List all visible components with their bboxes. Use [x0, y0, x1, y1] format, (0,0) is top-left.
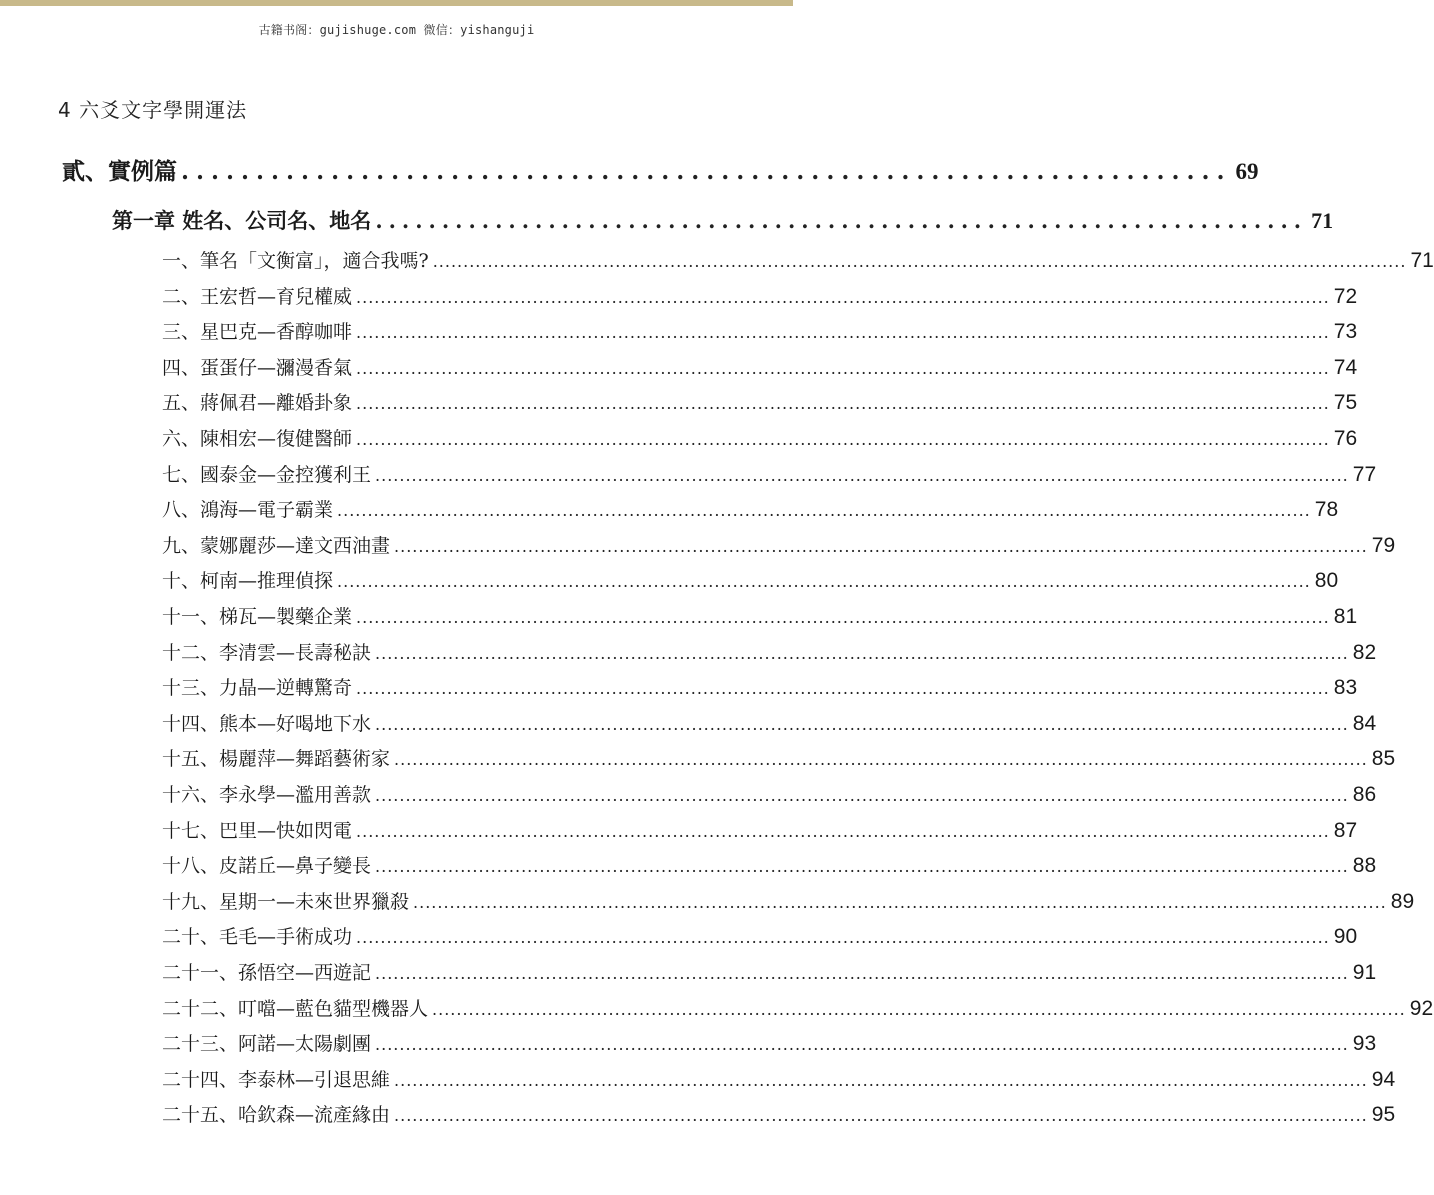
- toc-entry: [162, 246, 1434, 273]
- entry-page-number: 77: [1352, 463, 1377, 486]
- entry-title: 三、星巴克—香醇咖啡: [162, 321, 353, 343]
- entry-title: 二十一、孫悟空—西遊記: [162, 962, 372, 984]
- toc-part-row: [62, 153, 1259, 186]
- toc-entry: [162, 282, 1358, 309]
- entry-page-number: 92: [1409, 997, 1434, 1020]
- entry-title: 二十三、阿諾—太陽劇團: [162, 1033, 372, 1055]
- entry-title: 十、柯南—推理偵探: [162, 570, 334, 592]
- dot-leader: ......................................................................: [181, 158, 1232, 185]
- source-watermark: 古籍书阁：gujishuge.com 微信：yishanguji: [258, 23, 535, 37]
- entry-page-number: 83: [1333, 676, 1358, 699]
- toc-entry: [162, 994, 1434, 1021]
- toc-entry: [162, 638, 1377, 665]
- dot-leader: ................................................................................................................................................................: [394, 1106, 1368, 1125]
- entry-title: 十二、李清雲—長壽秘訣: [162, 642, 372, 664]
- entry-title: 十五、楊麗萍—舞蹈藝術家: [162, 748, 391, 770]
- dot-leader: ................................................................................................................................................................: [394, 750, 1368, 769]
- entry-page-number: 76: [1333, 427, 1358, 450]
- toc-entry: [162, 388, 1358, 415]
- entry-page-number: 71: [1410, 249, 1434, 272]
- dot-leader: ................................................................................................................................................................: [356, 288, 1330, 307]
- entry-page-number: 94: [1371, 1068, 1396, 1091]
- dot-leader: ......................................................................: [375, 208, 1308, 233]
- entry-page-number: 75: [1333, 391, 1358, 414]
- entry-page-number: 82: [1352, 641, 1377, 664]
- dot-leader: ................................................................................................................................................................: [337, 572, 1311, 591]
- toc-entry: [162, 317, 1358, 344]
- entry-page-number: 79: [1371, 534, 1396, 557]
- dot-leader: ................................................................................................................................................................: [394, 1071, 1368, 1090]
- dot-leader: ................................................................................................................................................................: [375, 857, 1349, 876]
- toc-entry: [162, 958, 1377, 985]
- entry-title: 二十、毛毛—手術成功: [162, 926, 353, 948]
- toc-entry: [162, 495, 1339, 522]
- entry-page-number: 88: [1352, 854, 1377, 877]
- toc-entry: [162, 566, 1339, 593]
- dot-leader: ................................................................................................................................................................: [356, 359, 1330, 378]
- toc-entry: [162, 602, 1358, 629]
- entry-title: 十四、熊本—好喝地下水: [162, 713, 372, 735]
- dot-leader: ................................................................................................................................................................: [356, 430, 1330, 449]
- entry-page-number: 85: [1371, 747, 1396, 770]
- entry-title: 六、陳相宏—復健醫師: [162, 428, 353, 450]
- toc-entry: [162, 1100, 1396, 1127]
- toc-entry: [162, 780, 1377, 807]
- toc-entry: [162, 531, 1396, 558]
- entry-page-number: 90: [1333, 925, 1358, 948]
- dot-leader: ................................................................................................................................................................: [356, 679, 1330, 698]
- entry-title: 十九、星期一—未來世界獵殺: [162, 891, 410, 913]
- toc-chapter-row: [112, 205, 1334, 235]
- toc-entry: [162, 424, 1358, 451]
- dot-leader: ................................................................................................................................................................: [432, 252, 1407, 271]
- entry-title: 七、國泰金—金控獲利王: [162, 464, 372, 486]
- entry-title: 二十二、叮噹—藍色貓型機器人: [162, 998, 429, 1020]
- entry-title: 十八、皮諾丘—鼻子變長: [162, 855, 372, 877]
- dot-leader: ................................................................................................................................................................: [375, 1035, 1349, 1054]
- toc-entry: [162, 1029, 1377, 1056]
- chapter-title: 第一章 姓名、公司名、地名: [112, 208, 372, 233]
- entry-page-number: 72: [1333, 285, 1358, 308]
- entry-page-number: 93: [1352, 1032, 1377, 1055]
- dot-leader: ................................................................................................................................................................: [432, 1000, 1406, 1019]
- running-head: 4 六爻文字學開運法: [58, 98, 248, 122]
- dot-leader: ................................................................................................................................................................: [356, 928, 1330, 947]
- toc-entry: [162, 709, 1377, 736]
- dot-leader: ................................................................................................................................................................: [375, 964, 1349, 983]
- entry-page-number: 84: [1352, 712, 1377, 735]
- toc-entry: [162, 744, 1396, 771]
- entry-title: 一、筆名「文衡富」，適合我嗎?: [162, 250, 429, 272]
- toc-entry: [162, 887, 1415, 914]
- dot-leader: ................................................................................................................................................................: [375, 466, 1349, 485]
- dot-leader: ................................................................................................................................................................: [337, 501, 1311, 520]
- dot-leader: ................................................................................................................................................................: [413, 893, 1387, 912]
- entry-page-number: 89: [1390, 890, 1415, 913]
- entry-title: 二、王宏哲—育兒權威: [162, 286, 353, 308]
- entry-title: 八、鴻海—電子霸業: [162, 499, 334, 521]
- toc-entry: [162, 1065, 1396, 1092]
- entry-title: 二十五、哈欽森—流產緣由: [162, 1104, 391, 1126]
- entry-page-number: 86: [1352, 783, 1377, 806]
- toc-entry: [162, 673, 1358, 700]
- entry-page-number: 73: [1333, 320, 1358, 343]
- entry-title: 九、蒙娜麗莎—達文西油畫: [162, 535, 391, 557]
- entry-title: 十一、梯瓦—製藥企業: [162, 606, 353, 628]
- dot-leader: ................................................................................................................................................................: [375, 715, 1349, 734]
- dot-leader: ................................................................................................................................................................: [394, 537, 1368, 556]
- entry-page-number: 95: [1371, 1103, 1396, 1126]
- entry-title: 十六、李永學—濫用善款: [162, 784, 372, 806]
- entry-page-number: 78: [1314, 498, 1339, 521]
- dot-leader: ................................................................................................................................................................: [356, 323, 1330, 342]
- entry-title: 四、蛋蛋仔—瀰漫香氣: [162, 357, 353, 379]
- dot-leader: ................................................................................................................................................................: [375, 644, 1349, 663]
- toc-entry: [162, 353, 1358, 380]
- toc-entry: [162, 851, 1377, 878]
- top-border: [0, 0, 793, 6]
- part-page-number: 69: [1235, 159, 1259, 184]
- part-title: 貳、實例篇: [62, 158, 177, 185]
- dot-leader: ................................................................................................................................................................: [356, 608, 1330, 627]
- entry-page-number: 74: [1333, 356, 1358, 379]
- dot-leader: ................................................................................................................................................................: [356, 822, 1330, 841]
- dot-leader: ................................................................................................................................................................: [356, 394, 1330, 413]
- entry-title: 十七、巴里—快如閃電: [162, 820, 353, 842]
- dot-leader: ................................................................................................................................................................: [375, 786, 1349, 805]
- entry-page-number: 91: [1352, 961, 1377, 984]
- entry-title: 二十四、李泰林—引退思維: [162, 1069, 391, 1091]
- entry-page-number: 81: [1333, 605, 1358, 628]
- entry-title: 五、蔣佩君—離婚卦象: [162, 392, 353, 414]
- entry-title: 十三、力晶—逆轉驚奇: [162, 677, 353, 699]
- toc-entry: [162, 460, 1377, 487]
- toc-entry: [162, 922, 1358, 949]
- entry-page-number: 80: [1314, 569, 1339, 592]
- chapter-page-number: 71: [1311, 208, 1334, 233]
- toc-entry: [162, 816, 1358, 843]
- entry-page-number: 87: [1333, 819, 1358, 842]
